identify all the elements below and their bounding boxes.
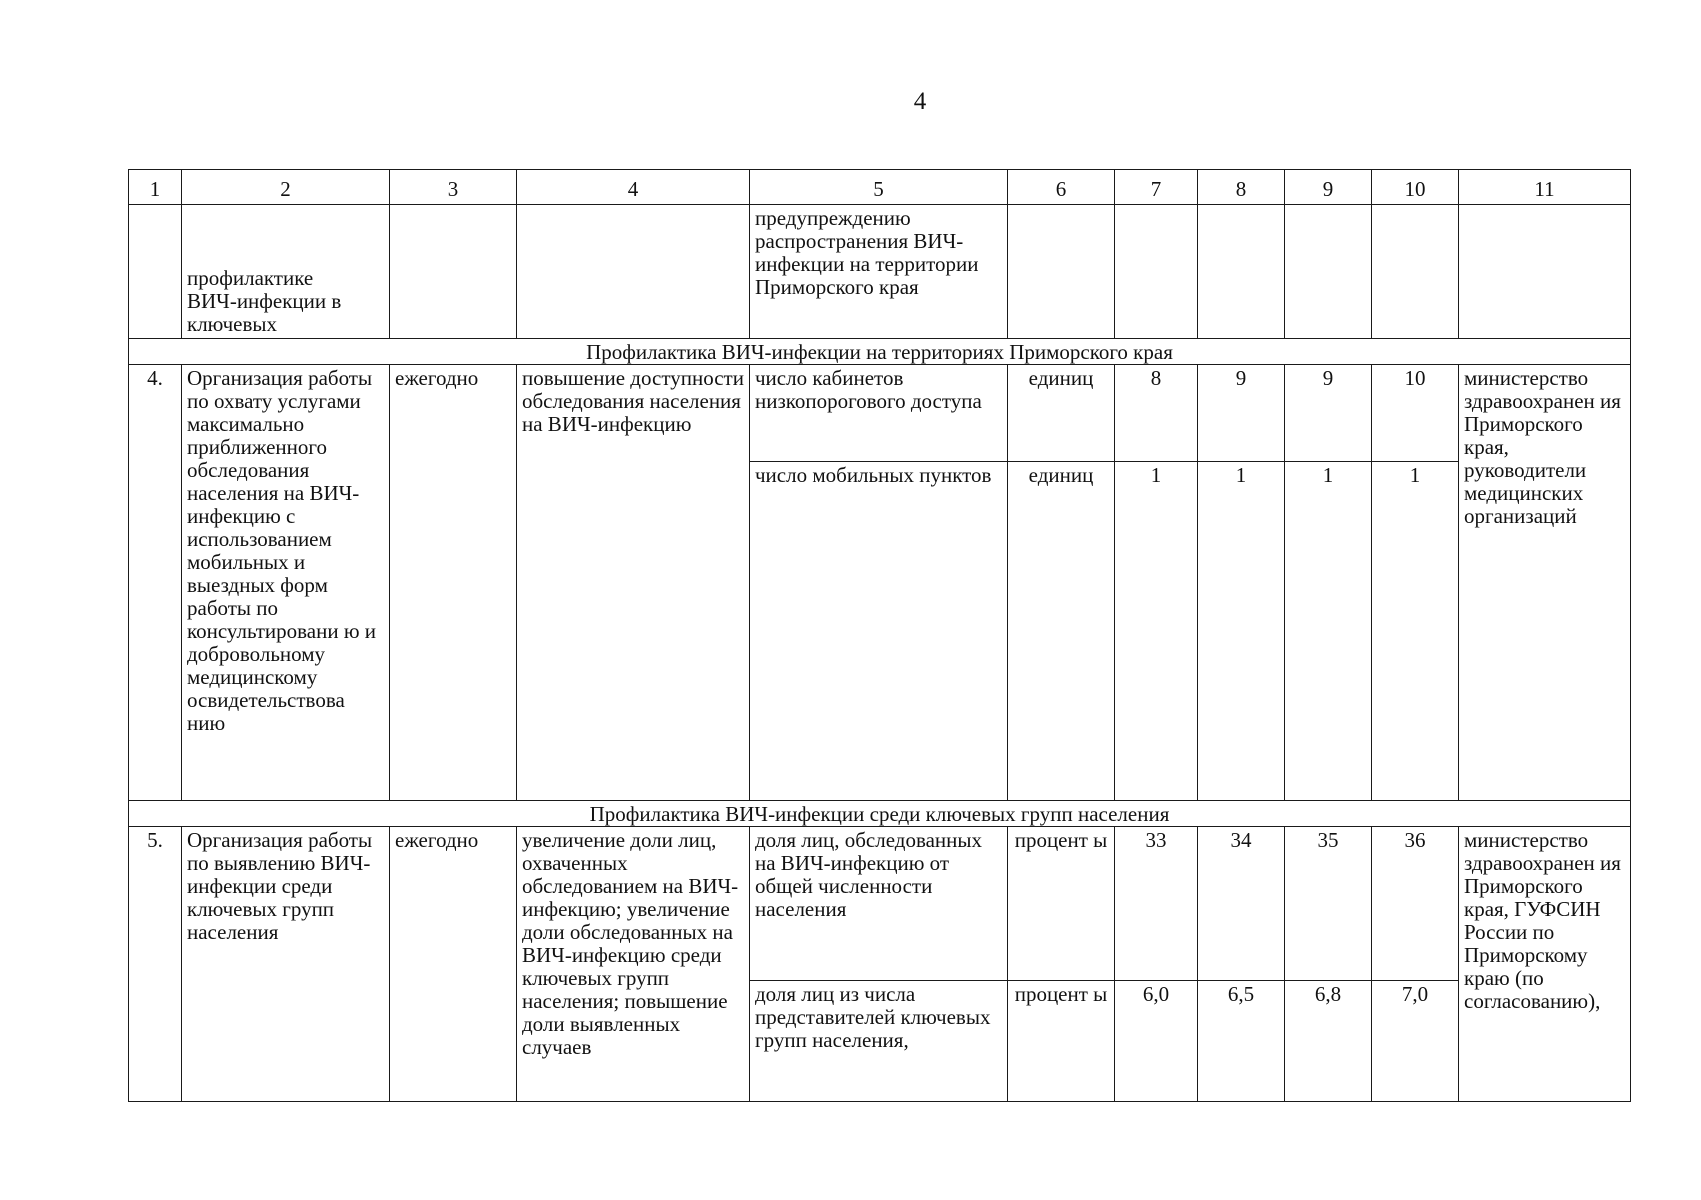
indicator-value-8: 1 [1198,462,1285,801]
cont-cell-unit [1008,205,1115,339]
indicator-unit: единиц [1008,462,1115,801]
indicator-value-9: 9 [1285,365,1372,462]
cont-cell-indicator: предупреждению распространения ВИЧ-инфекции на территории Приморского края [750,205,1008,339]
page-number: 4 [913,88,927,115]
header-cell-4: 4 [517,170,750,205]
cont-cell-v9 [1285,205,1372,339]
cont-activity-line2: ВИЧ-инфекции в [187,289,342,313]
goal-cell: повышение доступности обследования населения на ВИЧ-инфекцию [517,365,750,801]
row-number: 5. [129,827,182,1102]
period-cell: ежегодно [390,365,517,801]
continuation-row [129,205,1631,339]
indicator-value-10: 36 [1372,827,1459,981]
header-cell-7: 7 [1115,170,1198,205]
cont-cell-v7 [1115,205,1198,339]
activity-cell: Организация работы по выявлению ВИЧ-инфекции среди ключевых групп населения [182,827,390,1102]
indicator-name: доля лиц из числа представителей ключевых групп населения, [750,981,1008,1102]
activity-cell: Организация работы по охвату услугами максимально приближенного обследования населения на ВИЧ-инфекцию с использованием мобильных и выездных форм работы по консультировани ю и добровольному медицинскому освидетельствова нию [182,365,390,801]
indicator-value-10: 10 [1372,365,1459,462]
row-5-indicator-1 [129,827,1631,981]
indicator-value-8: 9 [1198,365,1285,462]
indicator-value-9: 1 [1285,462,1372,801]
header-cell-8: 8 [1198,170,1285,205]
header-cell-3: 3 [390,170,517,205]
row-4-indicator-1 [129,365,1631,462]
cont-activity-line1: профилактике [187,266,314,290]
indicator-value-8: 34 [1198,827,1285,981]
section-title: Профилактика ВИЧ-инфекции на территориях Приморского края [129,339,1631,365]
indicator-name: число мобильных пунктов [750,462,1008,801]
cont-cell-period [390,205,517,339]
header-cell-2: 2 [182,170,390,205]
indicator-value-10: 1 [1372,462,1459,801]
header-cell-9: 9 [1285,170,1372,205]
indicator-value-7: 33 [1115,827,1198,981]
cont-cell-activity [182,205,390,339]
cont-cell-num [129,205,182,339]
cont-cell-v8 [1198,205,1285,339]
indicator-value-8: 6,5 [1198,981,1285,1102]
period-cell: ежегодно [390,827,517,1102]
responsible-cell: министерство здравоохранен ия Приморского края, ГУФСИН России по Приморскому краю (по согласованию), [1459,827,1631,1102]
indicator-name: число кабинетов низкопорогового доступа [750,365,1008,462]
row-number: 4. [129,365,182,801]
header-cell-10: 10 [1372,170,1459,205]
section-title: Профилактика ВИЧ-инфекции среди ключевых групп населения [129,801,1631,827]
indicator-unit: единиц [1008,365,1115,462]
cont-cell-v10 [1372,205,1459,339]
indicator-value-9: 6,8 [1285,981,1372,1102]
header-cell-11: 11 [1459,170,1631,205]
section-row-1 [129,339,1631,365]
indicator-value-7: 8 [1115,365,1198,462]
cont-cell-goal [517,205,750,339]
cont-activity-line3: ключевых [187,313,277,335]
indicator-unit: процент ы [1008,981,1115,1102]
indicator-value-7: 1 [1115,462,1198,801]
header-cell-5: 5 [750,170,1008,205]
goal-cell: увеличение доли лиц, охваченных обследованием на ВИЧ-инфекцию; увеличение доли обследованных на ВИЧ-инфекцию среди ключевых групп населения; повышение доли выявленных случаев [517,827,750,1102]
indicator-value-9: 35 [1285,827,1372,981]
header-row [129,170,1631,205]
indicator-value-7: 6,0 [1115,981,1198,1102]
header-cell-6: 6 [1008,170,1115,205]
header-cell-1: 1 [129,170,182,205]
measures-table [128,169,1631,1102]
section-row-2 [129,801,1631,827]
cont-cell-responsible [1459,205,1631,339]
indicator-unit: процент ы [1008,827,1115,981]
indicator-name: доля лиц, обследованных на ВИЧ-инфекцию от общей численности населения [750,827,1008,981]
indicator-value-10: 7,0 [1372,981,1459,1102]
responsible-cell: министерство здравоохранен ия Приморского края, руководители медицинских организаций [1459,365,1631,801]
